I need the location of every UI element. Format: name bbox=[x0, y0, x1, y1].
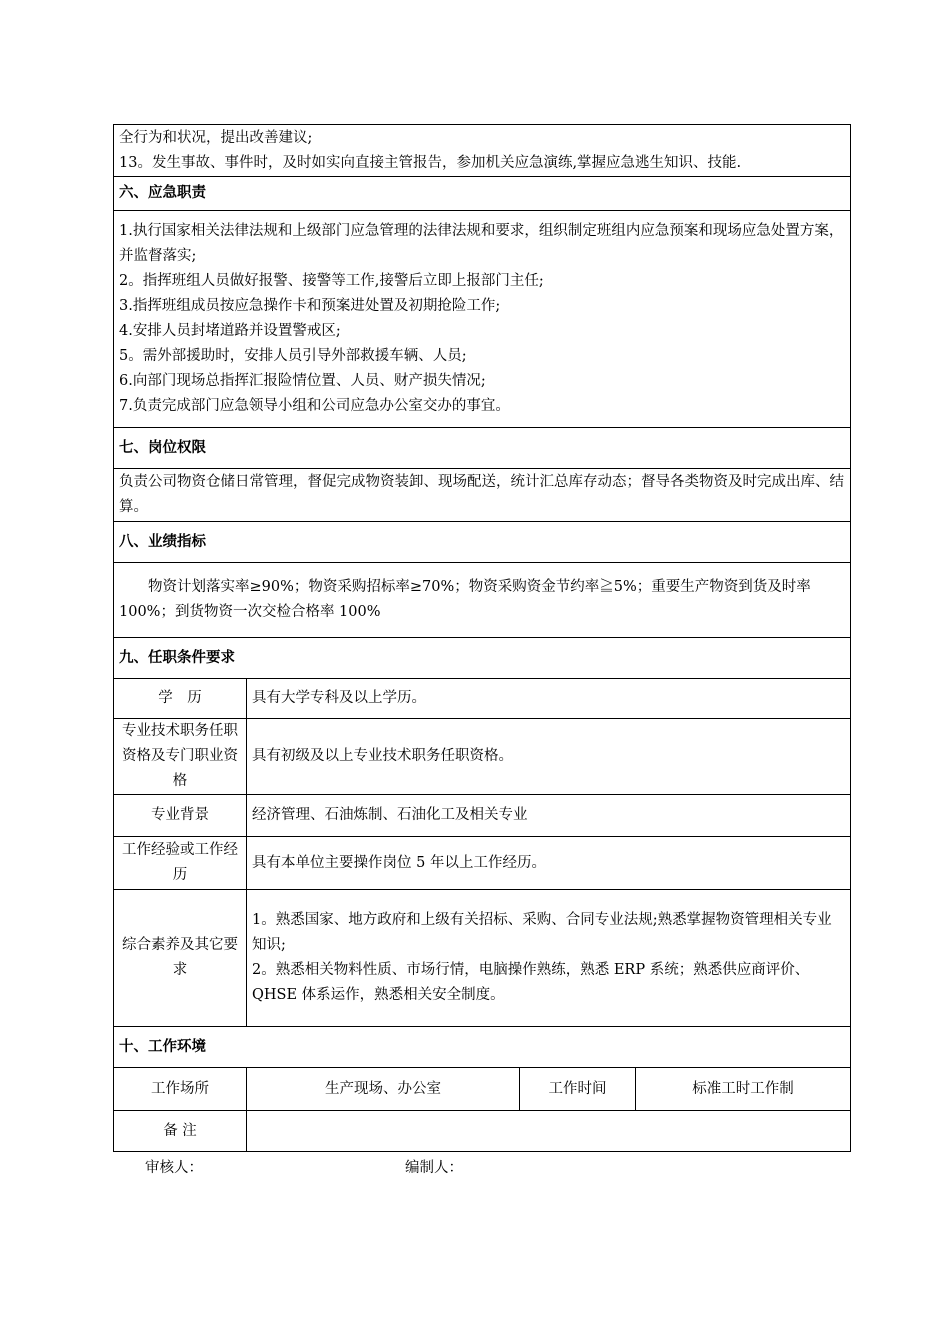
section7-title: 七、岗位权限 bbox=[114, 428, 851, 469]
reviewer-label: 审核人： bbox=[145, 1160, 203, 1176]
section6-body-row bbox=[114, 211, 851, 428]
requirement-label: 学 历 bbox=[114, 679, 247, 719]
section7-title-row bbox=[114, 428, 851, 469]
requirement-label: 综合素养及其它要求 bbox=[114, 890, 247, 1027]
section6-line: 4.安排人员封堵道路并设置警戒区; bbox=[119, 323, 341, 339]
requirement-label: 专业技术职务任职资格及专门职业资格 bbox=[114, 719, 247, 795]
section6-line: 1.执行国家相关法律法规和上级部门应急管理的法律法规和要求，组织制定班组内应急预案和现场应急处置方案，并监督落实; bbox=[119, 223, 844, 264]
section9-title: 九、任职条件要求 bbox=[114, 638, 851, 679]
requirement-value bbox=[247, 890, 851, 1027]
job-description-document bbox=[113, 124, 850, 1152]
requirement-row-education bbox=[114, 679, 851, 719]
requirement-label: 专业背景 bbox=[114, 795, 247, 837]
top-block-line: 全行为和状况，提出改善建议; bbox=[119, 129, 313, 146]
requirement-row-competency bbox=[114, 890, 851, 1027]
top-block-line: 13。发生事故、事件时，及时如实向直接主管报告，参加机关应急演练,掌握应急逃生知识、技能. bbox=[119, 154, 742, 171]
section7-body-row bbox=[114, 469, 851, 522]
section8-body: 物资计划落实率≥90%；物资采购招标率≥70%；物资采购资金节约率≧5%；重要生产物资到货及时率 100%；到货物资一次交检合格率 100% bbox=[114, 563, 851, 638]
remark-value bbox=[247, 1111, 851, 1152]
work-environment-row bbox=[114, 1068, 851, 1111]
requirement-row-experience bbox=[114, 837, 851, 890]
section9-title-row bbox=[114, 638, 851, 679]
section8-title-row bbox=[114, 522, 851, 563]
requirement-value: 具有本单位主要操作岗位 5 年以上工作经历。 bbox=[247, 837, 851, 890]
requirement-label: 工作经验或工作经历 bbox=[114, 837, 247, 890]
section6-line: 6.向部门现场总指挥汇报险情位置、人员、财产损失情况; bbox=[119, 373, 486, 389]
section6-line: 5。需外部援助时，安排人员引导外部救援车辆、人员; bbox=[119, 348, 467, 364]
requirement-row-background bbox=[114, 795, 851, 837]
requirement-row-qualification bbox=[114, 719, 851, 795]
workplace-label: 工作场所 bbox=[114, 1068, 247, 1111]
remark-label: 备 注 bbox=[114, 1111, 247, 1152]
editor-label: 编制人： bbox=[405, 1160, 463, 1176]
section10-title-row bbox=[114, 1027, 851, 1068]
section8-title: 八、业绩指标 bbox=[114, 522, 851, 563]
worktime-value: 标准工时工作制 bbox=[636, 1068, 851, 1111]
worktime-label: 工作时间 bbox=[520, 1068, 636, 1111]
section6-line: 3.指挥班组成员按应急操作卡和预案进处置及初期抢险工作; bbox=[119, 298, 501, 314]
requirement-value: 具有大学专科及以上学历。 bbox=[247, 679, 851, 719]
section8-body-row bbox=[114, 563, 851, 638]
section6-body bbox=[114, 211, 851, 428]
workplace-value: 生产现场、办公室 bbox=[247, 1068, 520, 1111]
section7-body: 负责公司物资仓储日常管理，督促完成物资装卸、现场配送，统计汇总库存动态；督导各类物资及时完成出库、结算。 bbox=[114, 469, 851, 522]
section6-line: 7.负责完成部门应急领导小组和公司应急办公室交办的事宜。 bbox=[119, 398, 510, 414]
section10-title: 十、工作环境 bbox=[114, 1027, 851, 1068]
requirement-value: 经济管理、石油炼制、石油化工及相关专业 bbox=[247, 795, 851, 837]
section6-line: 2。指挥班组人员做好报警、接警等工作,接警后立即上报部门主任; bbox=[119, 273, 544, 289]
requirement-value-line: 2。熟悉相关物料性质、市场行情，电脑操作熟练，熟悉 ERP 系统；熟悉供应商评价、QHSE 体系运作，熟悉相关安全制度。 bbox=[252, 962, 810, 1003]
top-block-row bbox=[114, 125, 851, 177]
remark-row bbox=[114, 1111, 851, 1152]
requirement-value-line: 1。熟悉国家、地方政府和上级有关招标、采购、合同专业法规;熟悉掌握物资管理相关专业知识; bbox=[252, 912, 832, 953]
requirement-value: 具有初级及以上专业技术职务任职资格。 bbox=[247, 719, 851, 795]
top-block-cell bbox=[114, 125, 851, 177]
section6-title: 六、应急职责 bbox=[114, 177, 851, 211]
job-description-table bbox=[113, 124, 851, 1152]
section6-title-row bbox=[114, 177, 851, 211]
